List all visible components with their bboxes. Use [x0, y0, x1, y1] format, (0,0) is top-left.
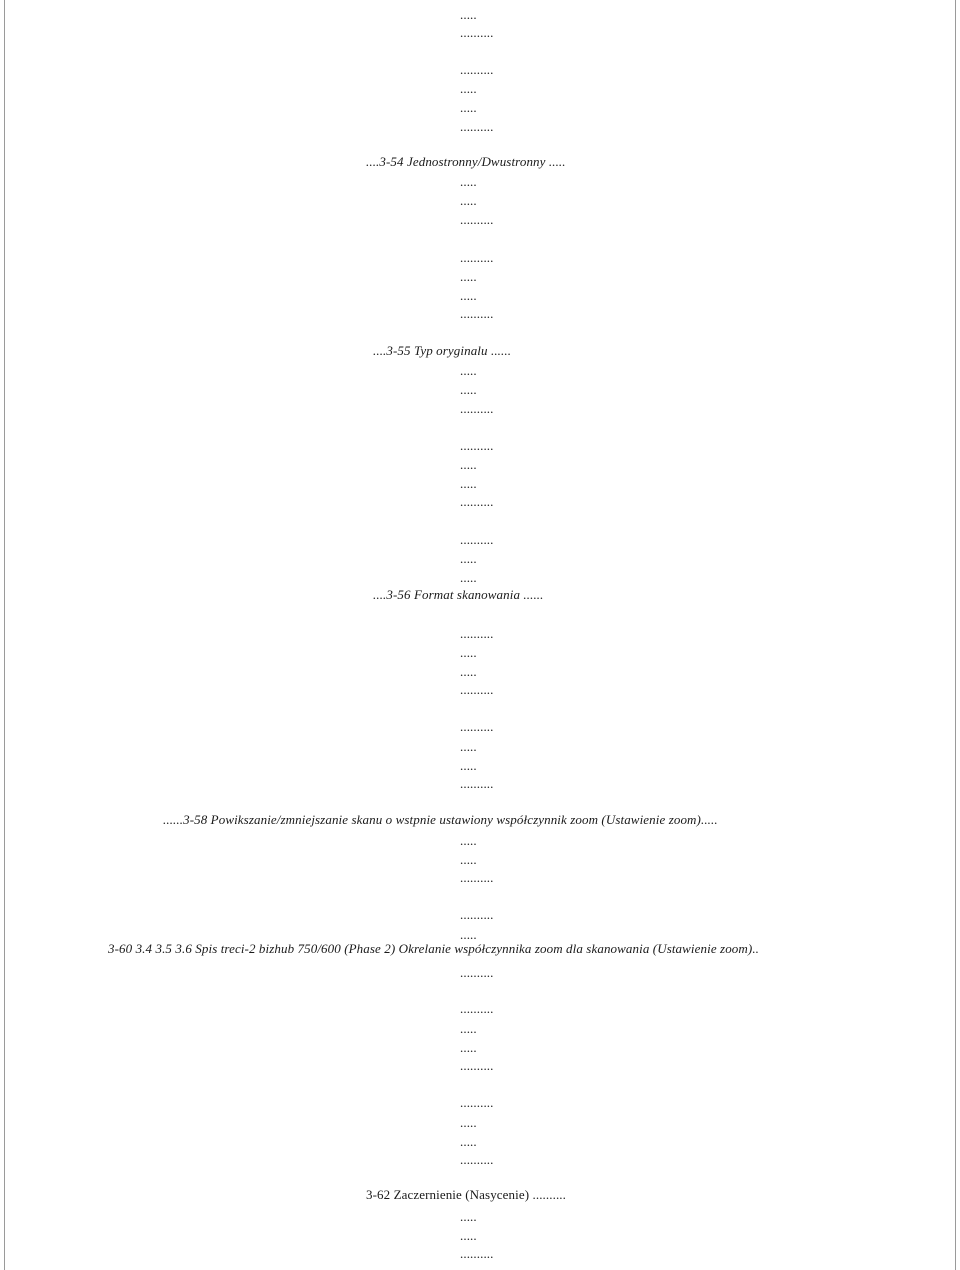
dot-leader: .......... — [460, 306, 494, 321]
dot-leader: ..... — [460, 81, 477, 96]
dot-leader: ..... — [460, 664, 477, 679]
dot-leader: .......... — [460, 965, 494, 980]
dot-leader: ..... — [460, 193, 477, 208]
dot-leader: .......... — [460, 1095, 494, 1110]
dot-leader: ..... — [460, 739, 477, 754]
dot-leader: ..... — [460, 100, 477, 115]
dot-leader: ..... — [460, 363, 477, 378]
dot-leader: ..... — [460, 1021, 477, 1036]
dot-leader: .......... — [460, 776, 494, 791]
dot-leader: ..... — [460, 833, 477, 848]
dot-leader: .......... — [460, 250, 494, 265]
dot-leader: .......... — [460, 532, 494, 547]
dot-leader: ..... — [460, 1209, 477, 1224]
dot-leader: .......... — [460, 212, 494, 227]
dot-leader: ..... — [460, 174, 477, 189]
toc-entry-3-56: ....3-56 Format skanowania ...... — [373, 587, 544, 602]
dot-leader: .......... — [460, 119, 494, 134]
toc-entry-3-55: ....3-55 Typ oryginalu ...... — [373, 343, 512, 358]
dot-leader: ..... — [460, 1115, 477, 1130]
dot-leader: .......... — [460, 25, 494, 40]
dot-leader: .......... — [460, 870, 494, 885]
toc-entry-3-60: 3-60 3.4 3.5 3.6 Spis treci-2 bizhub 750/600 (Phase 2) Okrelanie współczynnika zoom dla skanowania (Ustawienie zoom).. — [108, 941, 760, 956]
dot-leader: ..... — [460, 570, 477, 585]
dot-leader: .......... — [460, 1058, 494, 1073]
toc-entry-3-54: ....3-54 Jednostronny/Dwustronny ..... — [366, 154, 566, 169]
dot-leader: .......... — [460, 401, 494, 416]
dot-leader: ..... — [460, 758, 477, 773]
dot-leader: ..... — [460, 288, 477, 303]
dot-leader: .......... — [460, 62, 494, 77]
dot-leader: .......... — [460, 626, 494, 641]
dot-leader: .......... — [460, 438, 494, 453]
right-margin-rule — [955, 0, 956, 1270]
dot-leader: .......... — [460, 1246, 494, 1261]
dot-leader: ..... — [460, 927, 477, 942]
dot-leader: ..... — [460, 852, 477, 867]
dot-leader: .......... — [460, 682, 494, 697]
dot-leader: ..... — [460, 269, 477, 284]
dot-leader: .......... — [460, 1152, 494, 1167]
dot-leader: ..... — [460, 382, 477, 397]
dot-leader: ..... — [460, 1228, 477, 1243]
dot-leader: .......... — [460, 907, 494, 922]
dot-leader: ..... — [460, 645, 477, 660]
toc-entry-3-58: ......3-58 Powikszanie/zmniejszanie skanu o wstpnie ustawiony współczynnik zoom (Ustawienie zoom)..... — [163, 812, 718, 827]
dot-leader: ..... — [460, 476, 477, 491]
dot-leader: ..... — [460, 457, 477, 472]
dot-leader: .......... — [460, 719, 494, 734]
toc-entry-3-62: 3-62 Zaczernienie (Nasycenie) .......... — [366, 1187, 566, 1202]
dot-leader: .......... — [460, 494, 494, 509]
dot-leader: ..... — [460, 551, 477, 566]
dot-leader: .......... — [460, 1001, 494, 1016]
dot-leader: ..... — [460, 1134, 477, 1149]
left-margin-rule — [4, 0, 5, 1270]
dot-leader: ..... — [460, 1040, 477, 1055]
dot-leader: ..... — [460, 7, 477, 22]
